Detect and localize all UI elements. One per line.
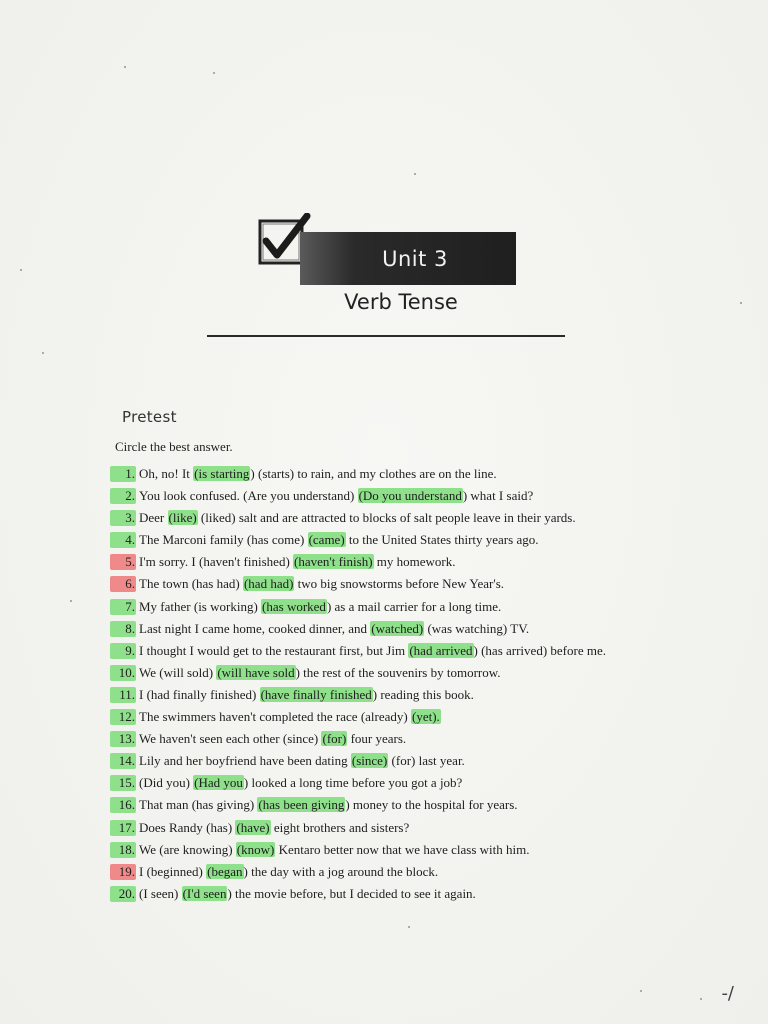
selected-answer: (will have sold bbox=[217, 664, 295, 680]
question-text: We (are knowing) bbox=[139, 841, 236, 857]
pen-mark: -/ bbox=[721, 983, 734, 1004]
question-text: Does Randy (has) bbox=[139, 819, 236, 835]
selected-answer: (know) bbox=[236, 841, 275, 857]
question-text: ) the movie before, but I decided to see it again. bbox=[227, 885, 476, 901]
question-number: 14. bbox=[110, 753, 136, 769]
question-number: 19. bbox=[110, 864, 136, 880]
selected-answer: (has been giving bbox=[258, 797, 345, 813]
question-text: (liked) salt and are attracted to blocks of salt people leave in their yards. bbox=[197, 510, 576, 526]
question-item bbox=[110, 817, 606, 839]
question-text: ) money to the hospital for years. bbox=[345, 797, 518, 813]
question-item bbox=[110, 640, 606, 662]
question-text: ) as a mail carrier for a long time. bbox=[326, 598, 502, 614]
question-item bbox=[110, 728, 606, 750]
scan-speck bbox=[42, 352, 44, 354]
question-text: The Marconi family (has come) bbox=[139, 532, 308, 548]
question-text: ) looked a long time before you got a job? bbox=[243, 775, 463, 791]
question-item bbox=[110, 662, 606, 684]
question-text: ) what I said? bbox=[462, 488, 534, 504]
question-item bbox=[110, 529, 606, 551]
unit-label: Unit 3 bbox=[382, 246, 448, 271]
selected-answer: (haven't finish) bbox=[294, 554, 373, 570]
question-item bbox=[110, 750, 606, 772]
question-text: Last night I came home, cooked dinner, and bbox=[139, 620, 371, 636]
selected-answer: (Had you bbox=[194, 775, 243, 791]
question-text: Lily and her boyfriend have been dating bbox=[139, 753, 351, 769]
question-number: 12. bbox=[110, 709, 136, 725]
question-text: eight brothers and sisters? bbox=[270, 819, 410, 835]
question-text: Deer bbox=[139, 510, 168, 526]
question-text: my homework. bbox=[373, 554, 456, 570]
unit-title: Verb Tense bbox=[344, 290, 458, 314]
question-number: 1. bbox=[110, 466, 136, 482]
question-item bbox=[110, 618, 606, 640]
question-text: Kentaro better now that we have class with him. bbox=[275, 841, 530, 857]
title-divider bbox=[207, 335, 565, 337]
question-text: Oh, no! It bbox=[139, 466, 194, 481]
question-number: 3. bbox=[110, 510, 136, 526]
question-number: 6. bbox=[110, 576, 136, 592]
selected-answer: (has worked bbox=[262, 598, 326, 614]
selected-answer: (for) bbox=[322, 731, 347, 747]
question-text: four years. bbox=[347, 731, 407, 747]
question-item bbox=[110, 551, 606, 573]
scan-speck bbox=[640, 990, 642, 992]
selected-answer: (I'd seen bbox=[182, 885, 227, 901]
question-number: 10. bbox=[110, 665, 136, 681]
question-number: 20. bbox=[110, 886, 136, 902]
question-number: 17. bbox=[110, 820, 136, 836]
question-item bbox=[110, 507, 606, 529]
selected-answer: (Do you understand bbox=[358, 488, 462, 504]
question-item bbox=[110, 883, 606, 905]
question-text: ) (has arrived) before me. bbox=[473, 642, 606, 658]
question-text: (I seen) bbox=[139, 885, 182, 901]
selected-answer: (had had) bbox=[243, 576, 294, 592]
question-text: two big snowstorms before New Year's. bbox=[294, 576, 505, 592]
question-text: ) the day with a jog around the block. bbox=[243, 863, 439, 879]
selected-answer: (is starting bbox=[194, 466, 250, 481]
question-item bbox=[110, 573, 606, 595]
question-item bbox=[110, 684, 606, 706]
question-item bbox=[110, 794, 606, 816]
question-number: 13. bbox=[110, 731, 136, 747]
selected-answer: (watched) bbox=[371, 620, 424, 636]
selected-answer: (yet). bbox=[411, 709, 440, 725]
question-text: I thought I would get to the restaurant first, but Jim bbox=[139, 642, 409, 658]
scan-speck bbox=[700, 998, 702, 1000]
question-number: 11. bbox=[110, 687, 136, 703]
question-text: ) reading this book. bbox=[372, 686, 474, 702]
question-number: 2. bbox=[110, 488, 136, 504]
question-item bbox=[110, 596, 606, 618]
question-item bbox=[110, 485, 606, 507]
instruction-text: Circle the best answer. bbox=[115, 439, 233, 454]
question-item bbox=[110, 706, 606, 728]
unit-banner bbox=[300, 232, 516, 285]
question-text: (for) last year. bbox=[388, 753, 465, 769]
question-number: 18. bbox=[110, 842, 136, 858]
selected-answer: (had arrived bbox=[409, 642, 473, 658]
scan-speck bbox=[20, 269, 22, 271]
question-list bbox=[110, 463, 606, 905]
question-item bbox=[110, 463, 606, 485]
selected-answer: (have finally finished bbox=[260, 686, 372, 702]
selected-answer: (began bbox=[207, 863, 243, 879]
question-item bbox=[110, 861, 606, 883]
selected-answer: (like) bbox=[168, 510, 197, 526]
question-text: ) the rest of the souvenirs by tomorrow. bbox=[295, 664, 501, 680]
question-text: You look confused. (Are you understand) bbox=[139, 488, 358, 504]
scan-speck bbox=[124, 66, 126, 68]
question-text: to the United States thirty years ago. bbox=[345, 532, 539, 548]
question-text: (was watching) TV. bbox=[424, 620, 530, 636]
question-number: 4. bbox=[110, 532, 136, 548]
selected-answer: (came) bbox=[308, 532, 345, 548]
question-text: (Did you) bbox=[139, 775, 194, 791]
question-number: 15. bbox=[110, 775, 136, 791]
question-number: 16. bbox=[110, 797, 136, 813]
selected-answer: (since) bbox=[351, 753, 388, 769]
question-item bbox=[110, 839, 606, 861]
question-text: The town (has had) bbox=[139, 576, 243, 592]
question-text: I'm sorry. I (haven't finished) bbox=[139, 554, 294, 570]
scan-speck bbox=[414, 173, 416, 175]
selected-answer: (have) bbox=[236, 819, 270, 835]
question-text: We haven't seen each other (since) bbox=[139, 731, 322, 747]
question-text: That man (has giving) bbox=[139, 797, 258, 813]
question-text: We (will sold) bbox=[139, 664, 217, 680]
question-number: 9. bbox=[110, 643, 136, 659]
question-number: 8. bbox=[110, 621, 136, 637]
scan-speck bbox=[70, 600, 72, 602]
question-text: I (beginned) bbox=[139, 863, 207, 879]
section-heading: Pretest bbox=[122, 408, 177, 426]
question-text: I (had finally finished) bbox=[139, 686, 260, 702]
question-number: 5. bbox=[110, 554, 136, 570]
question-text: My father (is working) bbox=[139, 598, 262, 614]
question-number: 7. bbox=[110, 599, 136, 615]
scan-speck bbox=[213, 72, 215, 74]
question-text: ) (starts) to rain, and my clothes are on the line. bbox=[250, 466, 497, 481]
question-text: The swimmers haven't completed the race (already) bbox=[139, 709, 411, 725]
scan-speck bbox=[408, 926, 410, 928]
question-item bbox=[110, 772, 606, 794]
